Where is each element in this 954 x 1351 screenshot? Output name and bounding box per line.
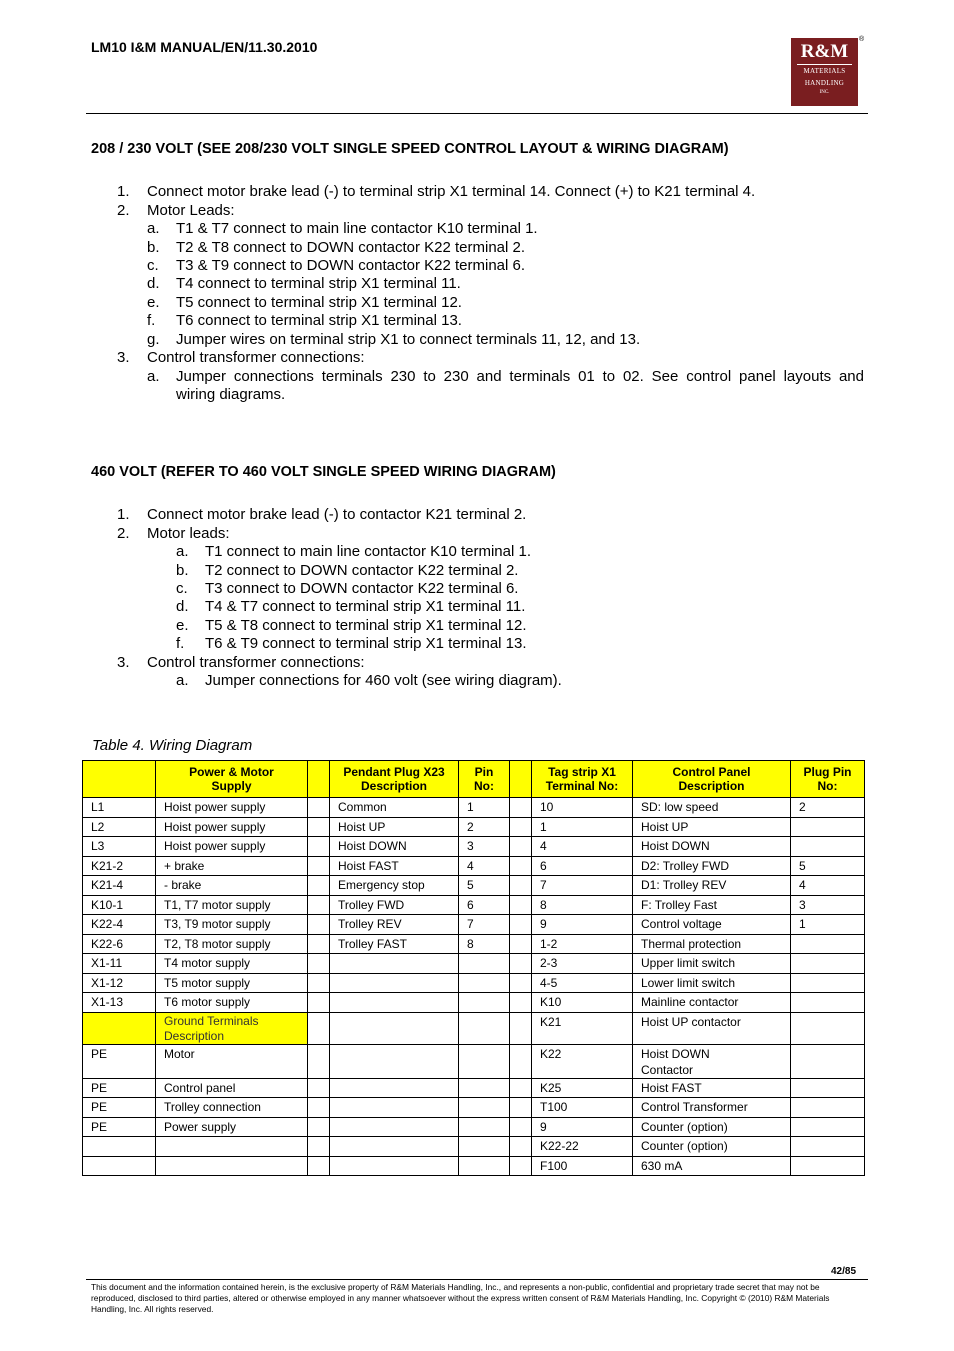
table-row bbox=[83, 915, 865, 935]
table-header-cell: Pin No: bbox=[459, 761, 510, 798]
list-item: Connect motor brake lead (-) to contactor K21 terminal 2. bbox=[147, 506, 527, 523]
table-cell bbox=[308, 1156, 330, 1176]
list-number: 1. bbox=[117, 183, 130, 200]
sublist-letter: d. bbox=[176, 598, 189, 615]
table-cell bbox=[156, 1156, 308, 1176]
table-cell bbox=[459, 954, 510, 974]
table-cell: K22-6 bbox=[83, 934, 156, 954]
table-cell bbox=[791, 954, 865, 974]
table-cell bbox=[330, 1044, 459, 1078]
table-cell: Mainline contactor bbox=[633, 993, 791, 1013]
table-cell bbox=[791, 1012, 865, 1044]
table-cell: Upper limit switch bbox=[633, 954, 791, 974]
table-cell: - brake bbox=[156, 876, 308, 896]
table-cell bbox=[510, 1078, 532, 1098]
table-cell: X1-11 bbox=[83, 954, 156, 974]
table-cell bbox=[330, 1078, 459, 1098]
sublist-item: Jumper connections terminals 230 to 230 and terminals 01 to 02. See control panel layouts and bbox=[176, 368, 864, 385]
table-cell bbox=[308, 1117, 330, 1137]
table-cell: D1: Trolley REV bbox=[633, 876, 791, 896]
table-cell: T6 motor supply bbox=[156, 993, 308, 1013]
table-cell bbox=[156, 1137, 308, 1157]
registered-mark: ® bbox=[859, 36, 865, 43]
sublist-item: T2 & T8 connect to DOWN contactor K22 terminal 2. bbox=[176, 239, 526, 256]
table-cell: L3 bbox=[83, 837, 156, 857]
table-cell bbox=[330, 1137, 459, 1157]
sublist-item: T2 connect to DOWN contactor K22 terminal 2. bbox=[205, 562, 519, 579]
table-cell: T5 motor supply bbox=[156, 973, 308, 993]
table-cell bbox=[459, 1098, 510, 1118]
table-cell bbox=[308, 954, 330, 974]
table-row bbox=[83, 1044, 865, 1078]
table-cell: 8 bbox=[532, 895, 633, 915]
table-cell: Lower limit switch bbox=[633, 973, 791, 993]
page-number: 42/85 bbox=[831, 1266, 857, 1277]
table-cell: Counter (option) bbox=[633, 1117, 791, 1137]
sublist-letter: b. bbox=[176, 562, 189, 579]
table-cell bbox=[330, 973, 459, 993]
company-logo bbox=[791, 38, 858, 106]
list-number: 2. bbox=[117, 525, 130, 542]
table-cell: 7 bbox=[532, 876, 633, 896]
sublist-item: T1 & T7 connect to main line contactor K10 terminal 1. bbox=[176, 220, 538, 237]
table-cell bbox=[510, 856, 532, 876]
table-cell: 5 bbox=[791, 856, 865, 876]
table-cell bbox=[308, 1012, 330, 1044]
table-row bbox=[83, 993, 865, 1013]
table-cell bbox=[459, 993, 510, 1013]
table-cell bbox=[510, 1137, 532, 1157]
table-cell: Power supply bbox=[156, 1117, 308, 1137]
table-cell: Hoist FAST bbox=[330, 856, 459, 876]
table-cell bbox=[791, 1137, 865, 1157]
sublist-item: Jumper connections for 460 volt (see wiring diagram). bbox=[205, 672, 562, 689]
table-header-cell bbox=[83, 761, 156, 798]
table-cell: 9 bbox=[532, 1117, 633, 1137]
table-cell: Hoist FAST bbox=[633, 1078, 791, 1098]
table-cell: K21-2 bbox=[83, 856, 156, 876]
table-cell: F100 bbox=[532, 1156, 633, 1176]
table-cell bbox=[510, 837, 532, 857]
table-cell: Hoist DOWN Contactor bbox=[633, 1044, 791, 1078]
table-cell: PE bbox=[83, 1078, 156, 1098]
table-cell bbox=[459, 973, 510, 993]
table-cell: Hoist UP bbox=[633, 817, 791, 837]
table-cell: T3, T9 motor supply bbox=[156, 915, 308, 935]
table-cell bbox=[459, 1137, 510, 1157]
sublist-letter: a. bbox=[176, 672, 189, 689]
table-row bbox=[83, 1078, 865, 1098]
table-row bbox=[83, 1117, 865, 1137]
sublist-letter: c. bbox=[176, 580, 188, 597]
table-cell bbox=[791, 1098, 865, 1118]
table-cell bbox=[510, 915, 532, 935]
table-cell bbox=[459, 1117, 510, 1137]
sublist-letter: e. bbox=[176, 617, 189, 634]
table-cell bbox=[459, 1044, 510, 1078]
table-row bbox=[83, 1156, 865, 1176]
table-header-cell: Pendant Plug X23 Description bbox=[330, 761, 459, 798]
table-cell: 7 bbox=[459, 915, 510, 935]
table-cell: Control Transformer bbox=[633, 1098, 791, 1118]
table-cell: Hoist DOWN bbox=[330, 837, 459, 857]
table-cell bbox=[791, 1156, 865, 1176]
table-cell bbox=[510, 1117, 532, 1137]
table-cell: 630 mA bbox=[633, 1156, 791, 1176]
table-cell: K10-1 bbox=[83, 895, 156, 915]
table-cell: K25 bbox=[532, 1078, 633, 1098]
table-cell bbox=[510, 954, 532, 974]
table-cell: PE bbox=[83, 1044, 156, 1078]
table-cell: Emergency stop bbox=[330, 876, 459, 896]
sublist-item: T1 connect to main line contactor K10 terminal 1. bbox=[205, 543, 532, 560]
table-row bbox=[83, 934, 865, 954]
table-cell: 5 bbox=[459, 876, 510, 896]
list-number: 1. bbox=[117, 506, 130, 523]
table-cell: PE bbox=[83, 1117, 156, 1137]
table-caption: Table 4. Wiring Diagram bbox=[92, 737, 253, 754]
table-cell: Control voltage bbox=[633, 915, 791, 935]
table-cell: Control panel bbox=[156, 1078, 308, 1098]
logo-line-materials: MATERIALS bbox=[803, 67, 846, 75]
table-cell: 4 bbox=[791, 876, 865, 896]
sublist-letter: a. bbox=[176, 543, 189, 560]
table-header-cell: Plug Pin No: bbox=[791, 761, 865, 798]
table-header-cell: Control Panel Description bbox=[633, 761, 791, 798]
table-cell: 9 bbox=[532, 915, 633, 935]
table-cell bbox=[330, 954, 459, 974]
table-cell: SD: low speed bbox=[633, 798, 791, 818]
table-cell: K21-4 bbox=[83, 876, 156, 896]
table-cell bbox=[83, 1012, 156, 1044]
table-cell: 6 bbox=[459, 895, 510, 915]
table-cell bbox=[308, 1137, 330, 1157]
confidentiality-notice: This document and the information contained herein, is the exclusive property of R&M Materials Handling, Inc., and represents a non-public, confidential and proprietary trade secret that may not be reproduced, disclosed to third parties, altered or otherwise employed in any manner whatsoever without the express written consent of R&M Materials Handling, Inc. Copyright © (2010) R&M Materials Handling, Inc. All rights reserved. bbox=[91, 1282, 830, 1314]
table-cell: K10 bbox=[532, 993, 633, 1013]
table-cell bbox=[308, 1044, 330, 1078]
table-cell bbox=[308, 973, 330, 993]
table-cell bbox=[510, 876, 532, 896]
sublist-letter: f. bbox=[176, 635, 185, 652]
table-row bbox=[83, 837, 865, 857]
table-row bbox=[83, 973, 865, 993]
table-row bbox=[83, 954, 865, 974]
table-cell: 1 bbox=[532, 817, 633, 837]
table-row bbox=[83, 895, 865, 915]
table-cell: K21 bbox=[532, 1012, 633, 1044]
table-cell bbox=[308, 817, 330, 837]
table-cell bbox=[791, 1117, 865, 1137]
table-cell bbox=[330, 993, 459, 1013]
table-cell bbox=[510, 993, 532, 1013]
table-cell: 4 bbox=[532, 837, 633, 857]
table-cell: 10 bbox=[532, 798, 633, 818]
sublist-letter: c. bbox=[147, 257, 159, 274]
table-cell bbox=[308, 856, 330, 876]
table-cell bbox=[83, 1137, 156, 1157]
header-divider bbox=[86, 113, 868, 114]
table-cell: 2 bbox=[459, 817, 510, 837]
table-cell bbox=[459, 1012, 510, 1044]
table-cell bbox=[308, 993, 330, 1013]
table-row bbox=[83, 817, 865, 837]
table-cell: 1 bbox=[459, 798, 510, 818]
table-cell: T4 motor supply bbox=[156, 954, 308, 974]
table-cell: F: Trolley Fast bbox=[633, 895, 791, 915]
table-cell: 3 bbox=[459, 837, 510, 857]
table-cell bbox=[330, 1117, 459, 1137]
table-cell: T2, T8 motor supply bbox=[156, 934, 308, 954]
table-cell: Hoist power supply bbox=[156, 798, 308, 818]
table-cell bbox=[308, 876, 330, 896]
table-cell bbox=[510, 1012, 532, 1044]
sublist-letter: a. bbox=[147, 368, 160, 385]
table-cell: K22-22 bbox=[532, 1137, 633, 1157]
list-item: Control transformer connections: bbox=[147, 349, 365, 366]
table-cell: + brake bbox=[156, 856, 308, 876]
table-cell: 1-2 bbox=[532, 934, 633, 954]
table-cell: Hoist UP contactor bbox=[633, 1012, 791, 1044]
table-cell bbox=[791, 817, 865, 837]
list-item: Connect motor brake lead (-) to terminal strip X1 terminal 14. Connect (+) to K21 terminal 4. bbox=[147, 183, 756, 200]
table-cell: Hoist UP bbox=[330, 817, 459, 837]
table-cell bbox=[791, 1044, 865, 1078]
document-title: LM10 I&M MANUAL/EN/11.30.2010 bbox=[91, 39, 318, 55]
table-cell: 6 bbox=[532, 856, 633, 876]
table-cell bbox=[510, 934, 532, 954]
table-row bbox=[83, 798, 865, 818]
table-cell: L1 bbox=[83, 798, 156, 818]
table-cell: Trolley FAST bbox=[330, 934, 459, 954]
table-cell: X1-12 bbox=[83, 973, 156, 993]
table-cell: Trolley FWD bbox=[330, 895, 459, 915]
table-cell: 1 bbox=[791, 915, 865, 935]
table-cell: 4-5 bbox=[532, 973, 633, 993]
list-number: 3. bbox=[117, 654, 130, 671]
table-cell: Trolley REV bbox=[330, 915, 459, 935]
table-cell bbox=[510, 973, 532, 993]
table-cell bbox=[83, 1156, 156, 1176]
sublist-item: T5 & T8 connect to terminal strip X1 terminal 12. bbox=[205, 617, 527, 634]
table-cell: Trolley connection bbox=[156, 1098, 308, 1118]
table-cell bbox=[308, 915, 330, 935]
table-row bbox=[83, 856, 865, 876]
table-cell bbox=[510, 798, 532, 818]
table-cell bbox=[308, 837, 330, 857]
table-cell bbox=[459, 1078, 510, 1098]
table-cell: L2 bbox=[83, 817, 156, 837]
table-cell: Ground Terminals Description bbox=[156, 1012, 308, 1044]
table-cell bbox=[791, 993, 865, 1013]
footer-divider bbox=[86, 1279, 868, 1280]
sublist-item: T4 connect to terminal strip X1 terminal 11. bbox=[176, 275, 461, 292]
table-cell: 8 bbox=[459, 934, 510, 954]
table-cell: Common bbox=[330, 798, 459, 818]
section-heading-460: 460 VOLT (REFER TO 460 VOLT SINGLE SPEED WIRING DIAGRAM) bbox=[91, 464, 556, 480]
table-cell: Hoist power supply bbox=[156, 817, 308, 837]
table-cell: Hoist DOWN bbox=[633, 837, 791, 857]
list-number: 3. bbox=[117, 349, 130, 366]
table-cell: 2 bbox=[791, 798, 865, 818]
table-cell bbox=[510, 895, 532, 915]
section-heading-208-230: 208 / 230 VOLT (SEE 208/230 VOLT SINGLE SPEED CONTROL LAYOUT & WIRING DIAGRAM) bbox=[91, 141, 729, 157]
table-cell: K22 bbox=[532, 1044, 633, 1078]
table-cell bbox=[791, 973, 865, 993]
table-row bbox=[83, 1137, 865, 1157]
sublist-letter: e. bbox=[147, 294, 160, 311]
table-cell bbox=[308, 1078, 330, 1098]
table-cell: Hoist power supply bbox=[156, 837, 308, 857]
sublist-letter: g. bbox=[147, 331, 160, 348]
table-cell bbox=[459, 1156, 510, 1176]
table-cell bbox=[330, 1156, 459, 1176]
table-header-cell bbox=[510, 761, 532, 798]
sublist-item: T4 & T7 connect to terminal strip X1 terminal 11. bbox=[205, 598, 526, 615]
table-cell bbox=[308, 798, 330, 818]
table-cell bbox=[791, 837, 865, 857]
sublist-item: Jumper wires on terminal strip X1 to connect terminals 11, 12, and 13. bbox=[176, 331, 641, 348]
logo-monogram: R&M bbox=[800, 41, 849, 62]
table-cell bbox=[308, 934, 330, 954]
table-cell: T1, T7 motor supply bbox=[156, 895, 308, 915]
table-cell: K22-4 bbox=[83, 915, 156, 935]
sublist-item: T3 & T9 connect to DOWN contactor K22 terminal 6. bbox=[176, 257, 526, 274]
wiring-diagram-table bbox=[82, 760, 865, 1176]
sublist-item-continued: wiring diagrams. bbox=[176, 386, 286, 403]
table-cell bbox=[510, 817, 532, 837]
table-cell: 3 bbox=[791, 895, 865, 915]
list-item: Motor leads: bbox=[147, 525, 230, 542]
sublist-item: T3 connect to DOWN contactor K22 terminal 6. bbox=[205, 580, 519, 597]
table-cell bbox=[791, 934, 865, 954]
table-cell: PE bbox=[83, 1098, 156, 1118]
table-cell bbox=[791, 1078, 865, 1098]
table-header-cell: Tag strip X1 Terminal No: bbox=[532, 761, 633, 798]
table-row bbox=[83, 1012, 865, 1044]
table-cell: Thermal protection bbox=[633, 934, 791, 954]
table-cell bbox=[330, 1012, 459, 1044]
table-cell bbox=[510, 1098, 532, 1118]
list-item: Motor Leads: bbox=[147, 202, 235, 219]
table-cell bbox=[308, 895, 330, 915]
sublist-letter: b. bbox=[147, 239, 160, 256]
table-header-cell bbox=[308, 761, 330, 798]
table-cell: D2: Trolley FWD bbox=[633, 856, 791, 876]
table-header-row bbox=[83, 761, 865, 798]
table-cell: Counter (option) bbox=[633, 1137, 791, 1157]
table-cell: 4 bbox=[459, 856, 510, 876]
list-item: Control transformer connections: bbox=[147, 654, 365, 671]
table-cell bbox=[510, 1044, 532, 1078]
sublist-item: T6 connect to terminal strip X1 terminal 13. bbox=[176, 312, 462, 329]
sublist-letter: f. bbox=[147, 312, 156, 329]
table-cell: Motor bbox=[156, 1044, 308, 1078]
table-row bbox=[83, 876, 865, 896]
sublist-item: T6 & T9 connect to terminal strip X1 terminal 13. bbox=[205, 635, 527, 652]
logo-line-inc: INC. bbox=[819, 90, 830, 95]
sublist-letter: a. bbox=[147, 220, 160, 237]
sublist-letter: d. bbox=[147, 275, 160, 292]
table-cell: 2-3 bbox=[532, 954, 633, 974]
table-cell: X1-13 bbox=[83, 993, 156, 1013]
table-row bbox=[83, 1098, 865, 1118]
sublist-item: T5 connect to terminal strip X1 terminal 12. bbox=[176, 294, 462, 311]
table-header-cell: Power & Motor Supply bbox=[156, 761, 308, 798]
table-cell bbox=[330, 1098, 459, 1118]
table-cell bbox=[308, 1098, 330, 1118]
table-cell bbox=[510, 1156, 532, 1176]
logo-line-handling: HANDLING bbox=[804, 79, 845, 87]
list-number: 2. bbox=[117, 202, 130, 219]
table-cell: T100 bbox=[532, 1098, 633, 1118]
